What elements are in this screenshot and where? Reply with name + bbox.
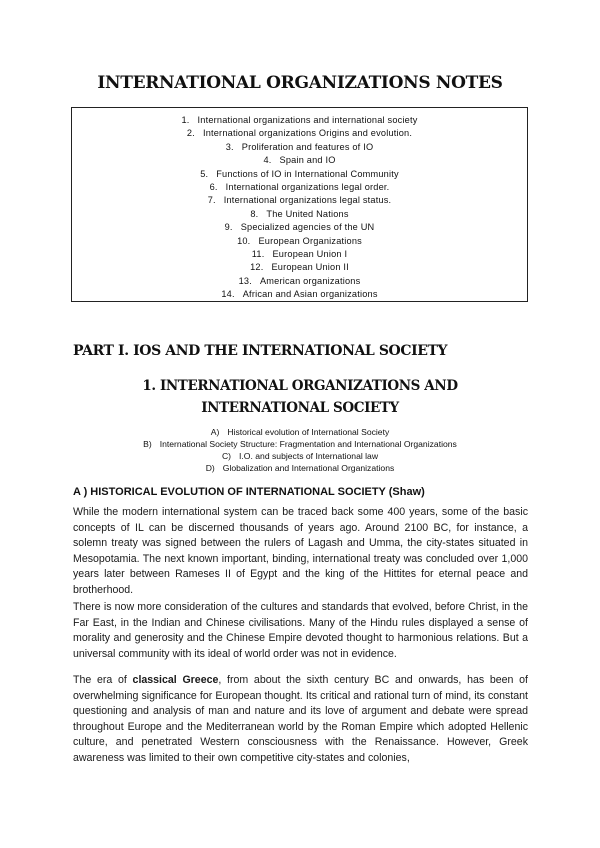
subsection-item (0, 438, 600, 450)
toc-list (72, 114, 527, 301)
toc-item (72, 288, 527, 301)
toc-item-label: Proliferation and features of IO (241, 141, 374, 152)
toc-item-number: 9. (224, 222, 233, 233)
subsection-letter: D) (205, 463, 215, 473)
body-paragraph: There is now more consideration of the cultures and standards that evolved, before Christ, in the Far East, in the Indian and Chinese civilisations. Many of the Hindu rules displayed a sense of morality and generosity and the Chinese Empire devoted thought to harmonious relations. But a universal community with its ideal of world order was not in evidence. (73, 601, 528, 660)
toc-item (72, 141, 527, 154)
toc-item (72, 208, 527, 221)
toc-item-number: 5. (200, 168, 209, 179)
toc-item (72, 114, 527, 127)
paragraph-text: The era of (73, 674, 133, 686)
toc-item-label: The United Nations (266, 208, 349, 219)
subsection-label: I.O. and subjects of International law (239, 451, 379, 461)
toc-item (72, 275, 527, 288)
subsection-item (0, 462, 600, 474)
subsection-label: International Society Structure: Fragmentation and International Organizations (159, 439, 457, 449)
toc-item-number: 8. (250, 208, 259, 219)
toc-item (72, 235, 527, 248)
toc-item-label: European Union I (272, 248, 348, 259)
toc-item (72, 168, 527, 181)
section-heading: 1. INTERNATIONAL ORGANIZATIONS AND INTERNATIONAL SOCIETY (142, 378, 458, 416)
toc-item-number: 13. (238, 275, 252, 286)
subsection-label: Historical evolution of International Society (227, 427, 390, 437)
body-paragraph (73, 673, 528, 767)
toc-item-number: 1. (181, 115, 190, 125)
toc-item-label: International organizations legal status. (223, 195, 392, 206)
toc-item-label: Spain and IO (279, 155, 336, 166)
toc-item (72, 127, 527, 140)
toc-item (72, 194, 527, 207)
subsection-item (0, 450, 600, 462)
toc-item-label: International organizations legal order. (225, 181, 390, 192)
toc-item-number: 6. (209, 181, 218, 192)
toc-item-number: 14. (221, 289, 235, 300)
toc-item-label: International organizations Origins and evolution. (202, 128, 413, 139)
toc-item (72, 261, 527, 274)
body-paragraph: While the modern international system can be traced back some 400 years, some of the basic concepts of IL can be discerned thousands of years ago. Around 2100 BC, for instance, a solemn treaty was signed between the rulers of Lagash and Umma, the city-states situated in Mesopotamia. The next known important, binding, international treaty was concluded over 1,000 years later between Rameses II of Egypt and the king of the Hittites for eternal peace and brotherhood. (73, 506, 528, 596)
toc-item (72, 221, 527, 234)
toc-item-number: 7. (207, 195, 216, 206)
paragraph-text: , from about the sixth century BC and onwards, has been of overwhelming significance for European thought. Its critical and rational turn of mind, its constant questioning and analysis of man and nature and its love of argument and debate were spread throughout Europe and the Mediterranean world by the Roman Empire which adopted Hellenic culture, and penetrated Western consciousness with the Renaissance. However, Greek awareness was limited to their own competitive city-states and colonies, (73, 674, 528, 764)
toc-item-number: 4. (263, 155, 272, 166)
toc-item-label: American organizations (259, 275, 361, 286)
subsection-list (0, 426, 600, 474)
toc-item-number: 3. (225, 141, 234, 152)
toc-item-label: European Union II (271, 262, 349, 273)
subsection-item (0, 426, 600, 438)
toc-item (72, 154, 527, 167)
toc-item (72, 248, 527, 261)
table-of-contents (71, 107, 528, 302)
toc-item-label: Specialized agencies of the UN (240, 222, 375, 233)
toc-item-number: 2. (186, 128, 195, 139)
toc-item (72, 181, 527, 194)
toc-item-label: African and Asian organizations (242, 289, 378, 300)
subsection-label: Globalization and International Organizations (222, 463, 395, 473)
section-a-heading: A ) HISTORICAL EVOLUTION OF INTERNATIONAL SOCIETY (Shaw) (73, 486, 425, 498)
toc-item-number: 10. (237, 235, 251, 246)
toc-item-number: 11. (251, 248, 265, 259)
subsection-letter: B) (143, 439, 152, 449)
subsection-letter: A) (210, 427, 220, 437)
document-title: INTERNATIONAL ORGANIZATIONS NOTES (97, 73, 503, 93)
part-heading: PART I. IOS AND THE INTERNATIONAL SOCIETY (73, 343, 448, 359)
subsection-letter: C) (221, 451, 232, 461)
emphasis-classical-greece: classical Greece (132, 674, 219, 686)
toc-item-number: 12. (250, 262, 264, 273)
toc-item-label: European Organizations (258, 235, 362, 246)
toc-item-label: International organizations and international society (197, 115, 418, 125)
toc-item-label: Functions of IO in International Community (216, 168, 399, 179)
